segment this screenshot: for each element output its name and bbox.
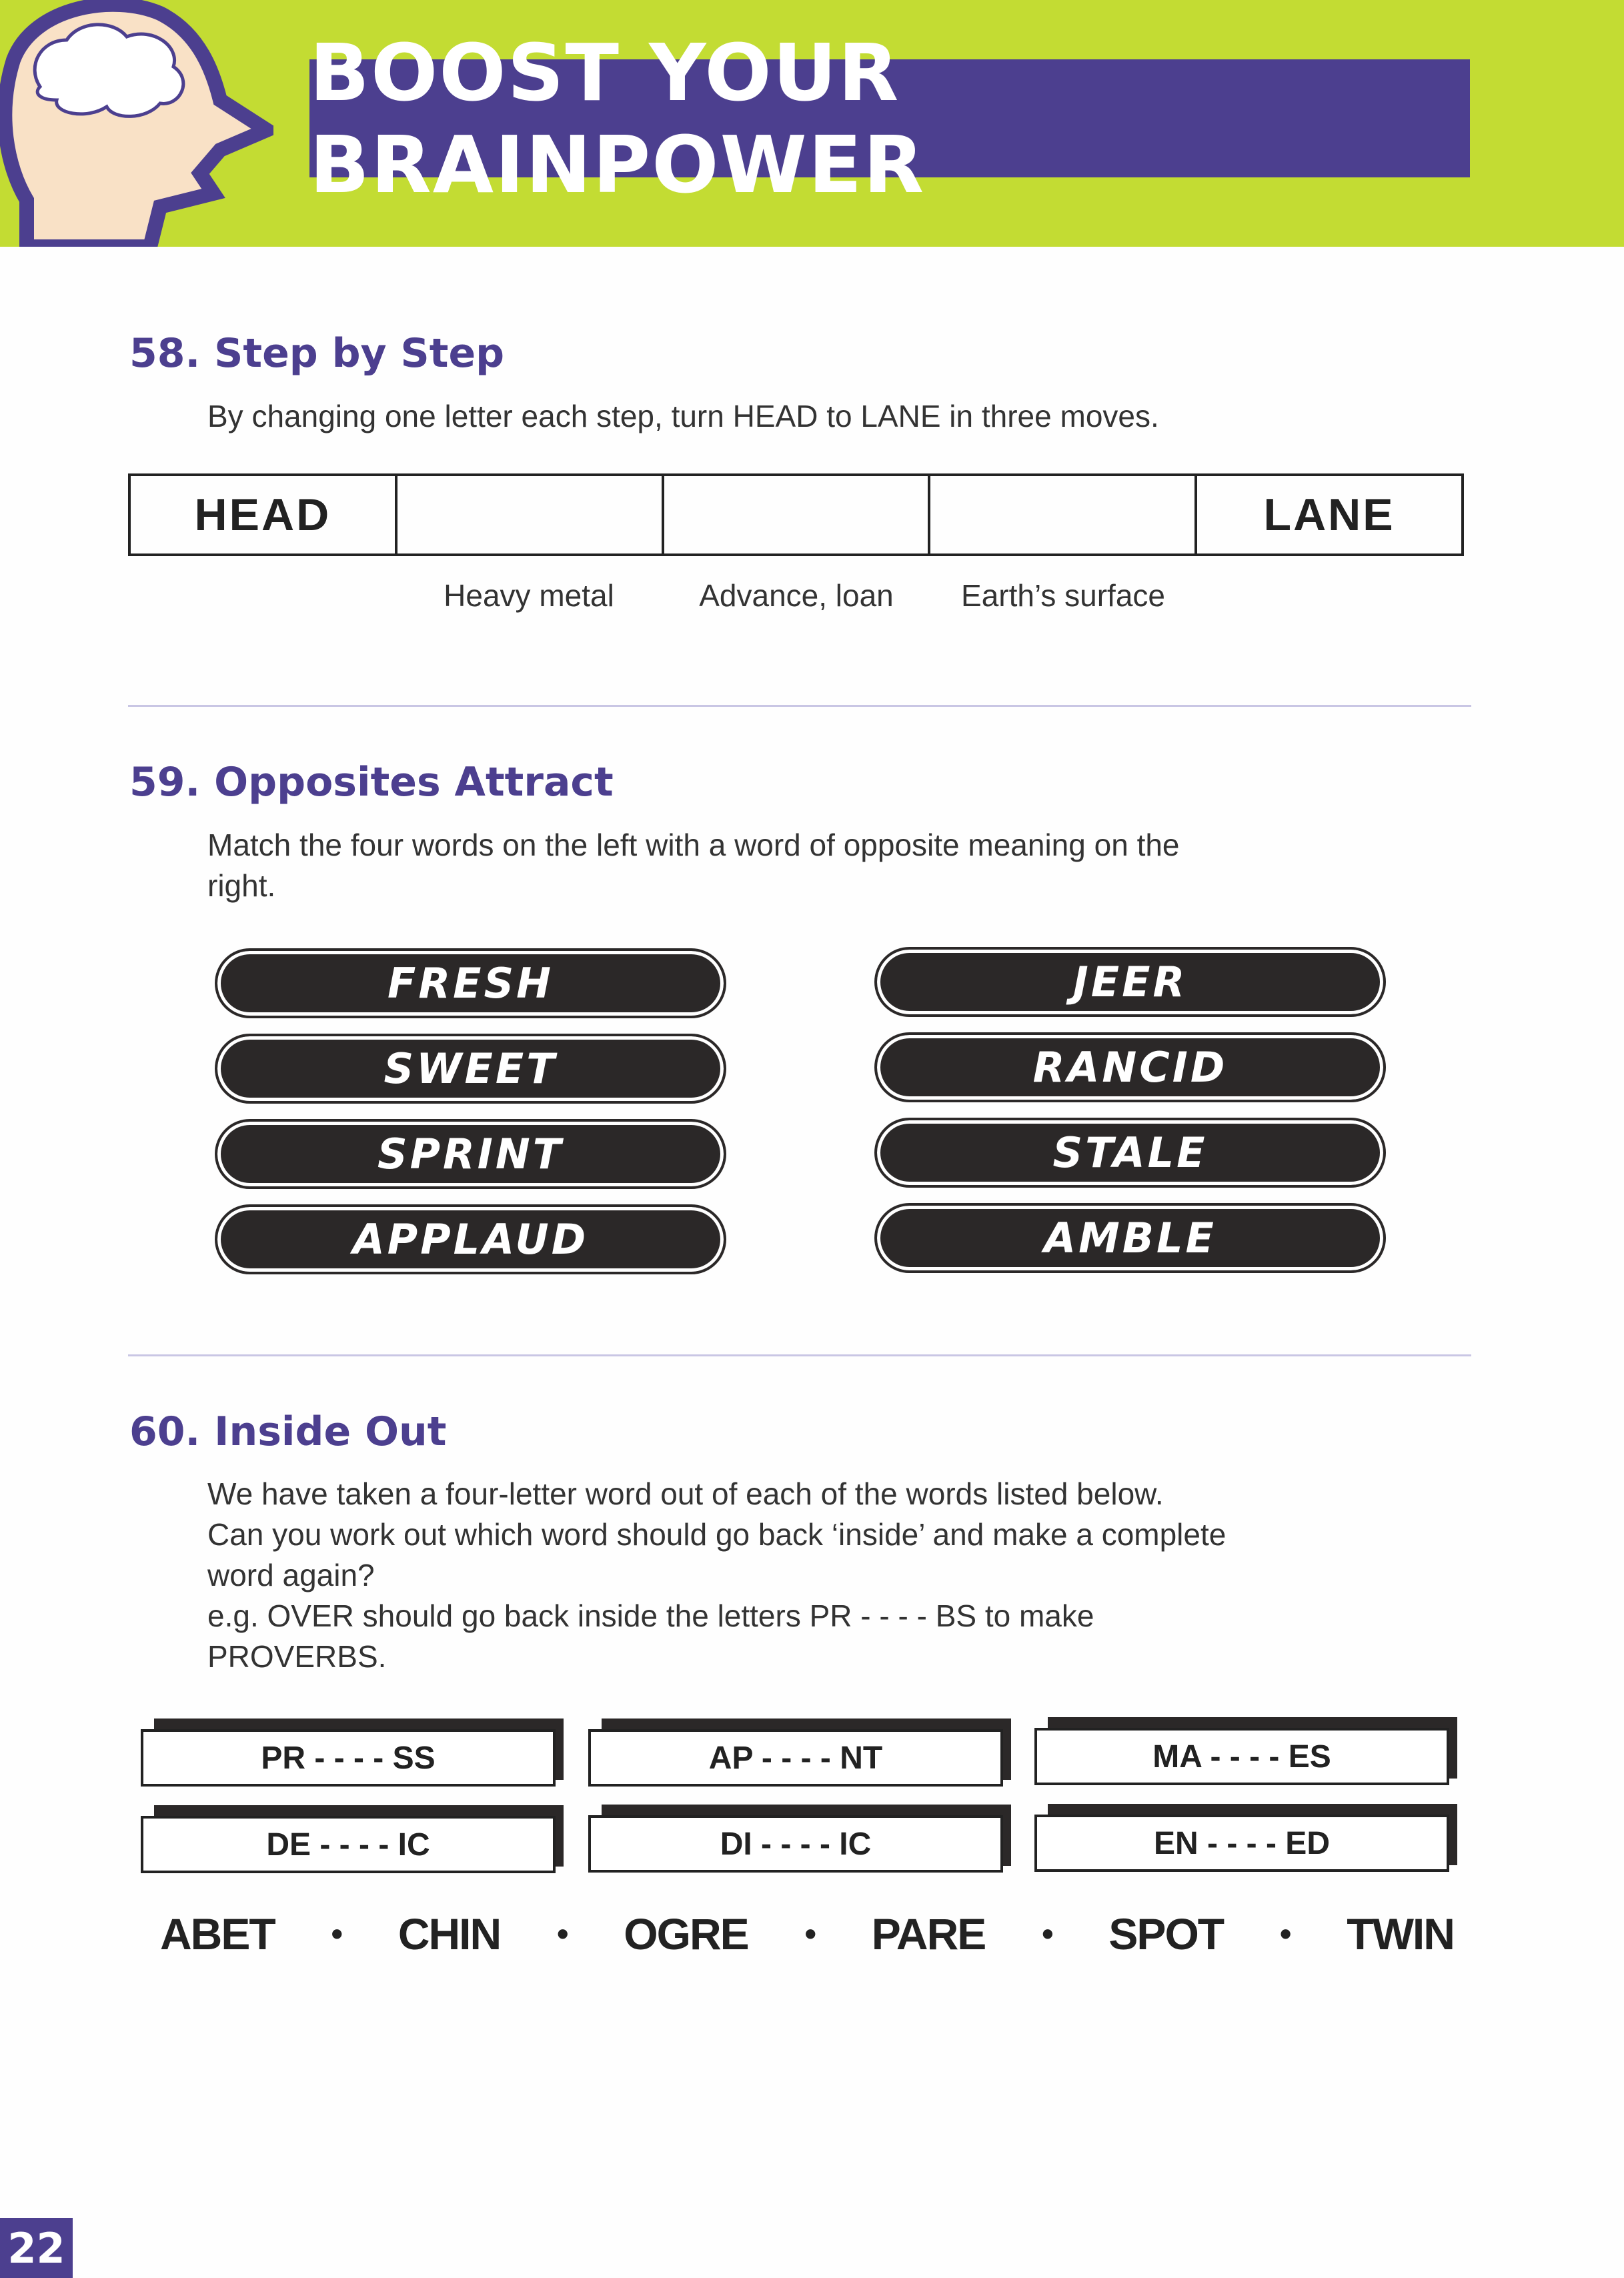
- word-label: JEER: [1072, 958, 1188, 1006]
- clue-2: Advance, loan: [699, 578, 894, 613]
- word-label: STALE: [1052, 1128, 1208, 1177]
- page-title: BOOST YOUR BRAINPOWER: [309, 26, 926, 211]
- word-bank-item[interactable]: ABET: [160, 1909, 275, 1959]
- section-divider: [128, 705, 1471, 707]
- ladder-answer-2[interactable]: [664, 476, 931, 553]
- bullet-separator: •: [556, 1915, 568, 1953]
- word-label: FRESH: [387, 959, 554, 1008]
- bullet-separator: •: [1279, 1915, 1291, 1953]
- right-word-pill[interactable]: [874, 1032, 1386, 1102]
- word-bank-item[interactable]: TWIN: [1347, 1909, 1454, 1959]
- word-box[interactable]: [588, 1719, 1011, 1787]
- clue-1: Heavy metal: [444, 578, 614, 613]
- puzzle-58-title: 58. Step by Step: [129, 330, 505, 377]
- puzzle-60-instruction-line: Can you work out which word should go back ‘inside’ and make a complete: [207, 1517, 1227, 1552]
- ladder-end: LANE: [1263, 489, 1395, 540]
- word-label: SPRINT: [377, 1130, 564, 1178]
- head-brain-icon: [0, 0, 273, 247]
- word-bank-item[interactable]: PARE: [871, 1909, 986, 1959]
- title-banner: [309, 26, 1470, 211]
- left-word-pill[interactable]: [215, 1034, 726, 1104]
- word-box-text: PR - - - - SS: [141, 1729, 556, 1787]
- right-word-pill[interactable]: [874, 1203, 1386, 1273]
- word-box-text: DI - - - - IC: [588, 1815, 1003, 1873]
- left-word-pill[interactable]: [215, 1119, 726, 1189]
- page-number: 22: [0, 2218, 73, 2278]
- bullet-separator: •: [1042, 1915, 1052, 1953]
- section-divider: [128, 1354, 1471, 1356]
- ladder-answer-3[interactable]: [930, 476, 1197, 553]
- word-bank-item[interactable]: OGRE: [624, 1909, 748, 1959]
- puzzle-58-instruction: By changing one letter each step, turn HEAD to LANE in three moves.: [207, 399, 1159, 433]
- word-label: APPLAUD: [352, 1215, 589, 1264]
- word-ladder: [128, 473, 1464, 556]
- puzzle-60-instruction-line: word again?: [207, 1558, 375, 1592]
- bullet-separator: •: [804, 1915, 815, 1953]
- word-bank-item[interactable]: CHIN: [397, 1909, 501, 1959]
- puzzle-60-instruction-line: We have taken a four-letter word out of each of the words listed below.: [207, 1476, 1164, 1511]
- word-label: SWEET: [383, 1044, 558, 1093]
- puzzle-60-title: 60. Inside Out: [129, 1408, 447, 1455]
- puzzle-59-instruction-line-2: right.: [207, 868, 276, 903]
- word-box-text: AP - - - - NT: [588, 1729, 1003, 1787]
- puzzle-60-instruction-line: PROVERBS.: [207, 1639, 387, 1674]
- word-box[interactable]: [1034, 1804, 1457, 1872]
- word-box[interactable]: [1034, 1717, 1457, 1785]
- ladder-answer-1[interactable]: [397, 476, 664, 553]
- word-box-text: EN - - - - ED: [1034, 1815, 1449, 1872]
- word-box[interactable]: [141, 1719, 564, 1787]
- bullet-separator: •: [331, 1915, 341, 1953]
- word-box-text: DE - - - - IC: [141, 1816, 556, 1873]
- word-bank: [160, 1909, 1454, 1959]
- word-box[interactable]: [588, 1805, 1011, 1873]
- right-word-pill[interactable]: [874, 1118, 1386, 1188]
- word-label: AMBLE: [1044, 1214, 1216, 1262]
- ladder-start: HEAD: [131, 476, 397, 553]
- word-box-text: MA - - - - ES: [1034, 1728, 1449, 1785]
- puzzle-59-title: 59. Opposites Attract: [129, 759, 614, 806]
- left-word-pill[interactable]: [215, 1204, 726, 1274]
- word-box[interactable]: [141, 1805, 564, 1873]
- clue-3: Earth’s surface: [961, 578, 1165, 613]
- word-label: RANCID: [1032, 1043, 1228, 1092]
- right-word-pill[interactable]: [874, 947, 1386, 1017]
- left-word-pill[interactable]: [215, 948, 726, 1018]
- puzzle-59-instruction-line-1: Match the four words on the left with a word of opposite meaning on the: [207, 828, 1180, 862]
- word-bank-item[interactable]: SPOT: [1108, 1909, 1224, 1959]
- puzzle-60-instruction-line: e.g. OVER should go back inside the letters PR - - - - BS to make: [207, 1598, 1094, 1633]
